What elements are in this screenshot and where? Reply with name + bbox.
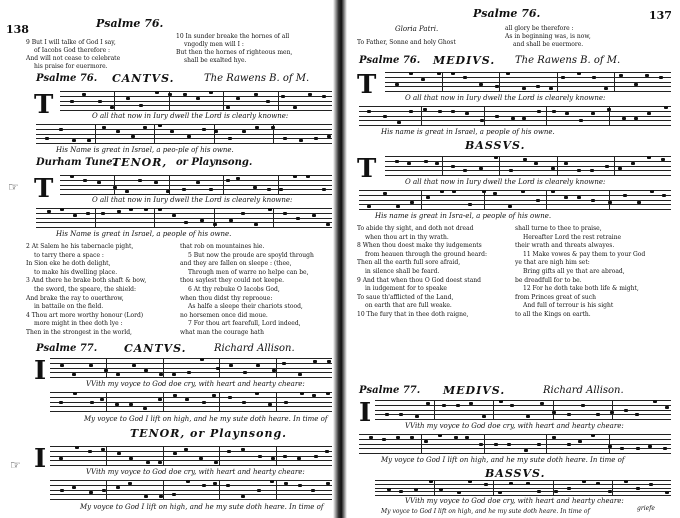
running-head: Psalme 76.	[96, 17, 164, 30]
verse-line: of Iacobs God therefore :	[34, 47, 111, 54]
verse-line: when thou didst thy reprooue:	[180, 294, 273, 302]
psalm-title: Psalme 77.	[359, 385, 421, 396]
verse-line: be dreadfull for to be.	[515, 276, 582, 284]
verse-line: 7 For thou art fearefull, Lord indeed,	[188, 320, 301, 328]
initial-letter-t: I	[34, 444, 47, 474]
verse-line: 9 But I will talke of God I say,	[26, 39, 116, 46]
lyric-line: O all that now in Iury dwell the Lord is clearely knowne:	[92, 196, 293, 204]
verse-line: Hereafter Lord the rest retraine	[523, 233, 622, 241]
lyric-line: VVith my voyce to God doe cry, with heart and hearty cheare:	[405, 497, 624, 505]
lyric-line: My voyce to God I lift on high, and he my sute doth heare. In time of	[381, 456, 625, 464]
music-staff	[50, 480, 332, 500]
verse-line: no horsemen once did moue.	[180, 311, 268, 319]
voice-part: CANTVS.	[112, 72, 175, 85]
music-staff	[50, 392, 332, 412]
lyric-line: O all that now in Iury dwell the Lord is clearely knowne:	[405, 178, 606, 186]
verse-line: to all the Kings on earth.	[515, 311, 591, 318]
verse-line: And full of terrour is his sight	[523, 302, 614, 310]
verse-line: 10 In sunder breake the hornes of all	[176, 33, 290, 40]
verse-line: 12 For he doth take both life & might,	[523, 285, 639, 293]
music-staff	[385, 156, 671, 176]
verse-line: their wrath and threats alwayes.	[515, 242, 615, 250]
lyric-line: My voyce to God I lift on high, and he my sute doth heare. In time of	[80, 503, 324, 511]
tune-title: Durham Tune.	[36, 157, 116, 168]
voice-part: MEDIVS.	[443, 384, 506, 397]
tune-name: or Playnsong.	[176, 157, 253, 168]
lyric-line: My voyce to God I lift on high, and he my sute doth heare. In time of	[381, 508, 590, 515]
voice-part: TENOR,	[112, 156, 168, 169]
verse-line: 2 At Salem he his tabernacle pight,	[26, 243, 134, 250]
right-page	[345, 0, 680, 518]
music-staff	[36, 124, 332, 144]
initial-letter-t: T	[34, 174, 54, 204]
voice-part: TENOR, or Playnsong.	[130, 427, 287, 440]
initial-letter-t: T	[34, 90, 54, 120]
music-staff	[385, 72, 671, 92]
verse-line: more might in thee doth lye :	[34, 320, 123, 328]
verse-line: in battaile on the field.	[34, 303, 104, 311]
initial-letter-t: I	[34, 356, 47, 386]
voice-part: BASSVS.	[465, 139, 526, 152]
music-staff	[36, 208, 332, 228]
verse-line: what man the courage hath	[180, 329, 264, 336]
verse-line: To abide thy sight, and doth not dread	[357, 225, 474, 232]
verse-line: In Sion eke he doth delight,	[26, 260, 111, 268]
lyric-line: His name is great in Isra-el, a people of his owne.	[375, 212, 552, 220]
verse-line: Bring gifts all ye that are abroad,	[523, 268, 625, 275]
verse-line: 4 Thou art more worthy honour (Lord)	[26, 311, 144, 319]
running-head: Psalme 76.	[473, 7, 541, 20]
initial-letter-t: T	[357, 154, 377, 184]
verse-line: But then the hornes of righteous men,	[176, 49, 293, 56]
pointing-hand-icon: ☞	[8, 180, 19, 194]
voice-part: BASSVS.	[485, 467, 546, 480]
verse-line: when thou art in thy wrath.	[365, 233, 449, 241]
verse-line: shall turne to thee to praise,	[515, 225, 602, 232]
voice-part: CANTVS.	[124, 342, 187, 355]
music-staff	[359, 434, 671, 454]
verse-line: on earth that are full weake.	[365, 302, 452, 310]
psalm-title: Psalme 76.	[359, 55, 421, 66]
verse-line: 10 The fury that in thee doth raigne,	[357, 311, 469, 318]
music-staff	[359, 190, 671, 210]
page-number: 137	[649, 9, 672, 22]
verse-line: all glory be therefore :	[505, 25, 574, 32]
verse-line: As in beginning was, is now,	[505, 33, 591, 40]
verse-line: 3 And there he brake both shaft & bow,	[26, 277, 147, 285]
lyric-line: O all that now in Iury dwell the Lord is clearely knowne:	[405, 94, 606, 102]
verse-line: To Father, Sonne and holy Ghost	[357, 39, 456, 46]
music-staff	[60, 91, 332, 111]
doxology-title: Gloria Patri.	[395, 25, 439, 33]
verse-line: to make his dwelling place.	[34, 268, 118, 276]
verse-line: Then all the earth full sore afraid,	[357, 259, 461, 267]
music-staff	[359, 106, 671, 126]
page-number: 138	[6, 23, 29, 36]
verse-line: And will not cease to celebrate	[26, 55, 121, 62]
tune-name: The Rawens B. of M.	[204, 73, 310, 84]
music-staff	[50, 358, 332, 378]
lyric-line: O all that now in Iury dwell the Lord is clearly knowne:	[92, 112, 289, 120]
verse-line: 6 At thy rebuke O Iacobs God,	[188, 286, 280, 293]
tune-name: Richard Allison.	[214, 343, 295, 354]
verse-line: ye that are nigh him set:	[515, 259, 590, 267]
verse-line: in silence shall be feard.	[365, 268, 440, 275]
left-page	[0, 0, 335, 518]
verse-line: 8 When thou doest make thy iudgements	[357, 242, 482, 250]
verse-line: his praise for euermore.	[34, 63, 108, 70]
music-staff	[50, 446, 332, 466]
verse-line: shall be exalted hye.	[184, 57, 247, 64]
verse-line: from heauen through the ground heard:	[365, 250, 487, 258]
verse-line: To saue th'afflicted of the Land,	[357, 293, 454, 301]
lyric-line: VVith my voyce to God doe cry, with heart and hearty cheare:	[86, 468, 305, 476]
verse-line: that rob on mountaines hie.	[180, 243, 265, 250]
verse-line: and shall be euermore.	[513, 41, 584, 48]
lyric-line: His Name is great in Israel, a peo-ple of his owne.	[56, 146, 234, 154]
verse-line: 9 And that when thou O God doest stand	[357, 276, 481, 284]
verse-line: 11 Make vowes & pay them to your God	[523, 250, 646, 258]
tune-name: The Rawens B. of M.	[515, 55, 621, 66]
verse-line: Through men of warre no helpe can be,	[188, 268, 309, 276]
tune-name: Richard Allison.	[543, 385, 624, 396]
music-staff	[375, 400, 671, 420]
verse-line: to tarry there a space :	[34, 251, 104, 259]
verse-line: from Princes great of such	[515, 293, 596, 301]
verse-line: Then in the strongest in the world,	[26, 329, 132, 336]
lyric-line: His name is great in Israel, a people of his owne.	[381, 128, 555, 136]
catchword: griefe	[637, 505, 655, 512]
verse-line: thou saylest they could not keepe.	[180, 277, 285, 285]
initial-letter-t: T	[357, 70, 377, 100]
music-staff	[60, 175, 332, 195]
verse-line: As halfe a sleepe their chariots stood,	[188, 303, 303, 311]
verse-line: And brake the ray to ouerthrow,	[26, 294, 124, 302]
voice-part: MEDIVS.	[433, 54, 496, 67]
verse-line: 5 But now the proude are spoyld through	[188, 251, 314, 259]
verse-line: and they are fallen on sleepe : (thee,	[180, 260, 292, 268]
initial-letter-t: I	[359, 398, 372, 428]
verse-line: in iudgement for to speake	[365, 285, 447, 293]
verse-line: the sword, the speare, the shield:	[34, 286, 137, 293]
verse-line: vngodly men will I :	[184, 41, 244, 48]
lyric-line: My voyce to God I lift on high, and he my sute doth heare. In time of	[84, 415, 328, 423]
lyric-line: VVith my voyce to God doe cry, with heart and hearty cheare:	[405, 422, 624, 430]
pointing-hand-icon: ☞	[10, 458, 21, 472]
psalm-title: Psalme 76.	[36, 73, 98, 84]
music-staff	[375, 480, 671, 496]
psalm-title: Psalme 77.	[36, 343, 98, 354]
lyric-line: VVith my voyce to God doe cry, with heart and hearty cheare:	[86, 380, 305, 388]
lyric-line: His Name is great in Israel, a people of his owne.	[56, 230, 232, 238]
